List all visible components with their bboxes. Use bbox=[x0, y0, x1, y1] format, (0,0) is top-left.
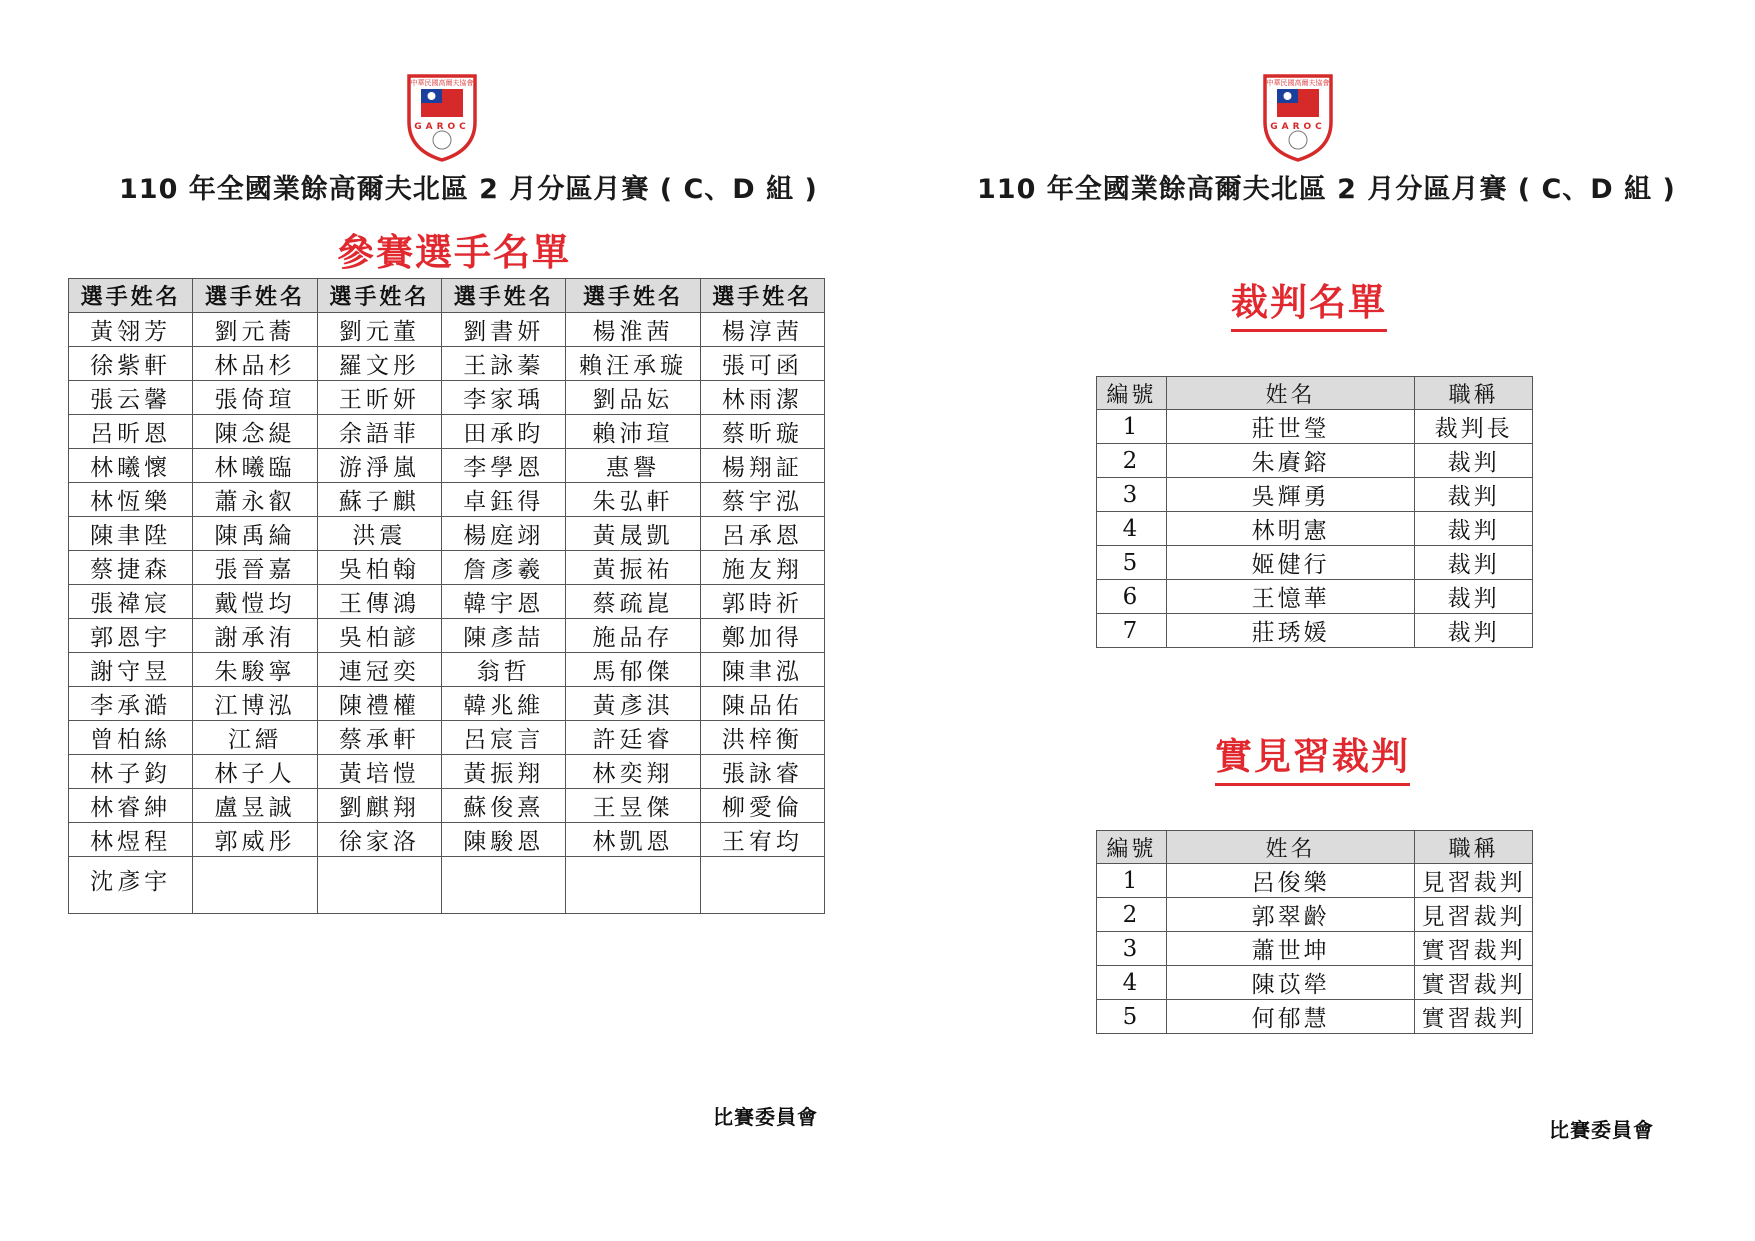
name-cell: 朱賡鎔 bbox=[1166, 444, 1414, 478]
player-name-cell: 曾柏絲 bbox=[69, 721, 193, 755]
number-cell: 2 bbox=[1097, 444, 1167, 478]
role-cell: 裁判 bbox=[1415, 512, 1533, 546]
committee-signature: 比賽委員會 bbox=[1549, 1118, 1654, 1142]
roster-row bbox=[69, 381, 825, 415]
player-name-cell: 賴汪承璇 bbox=[566, 347, 700, 381]
roster-row bbox=[69, 823, 825, 857]
page-title: 110 年全國業餘高爾夫北區 2 月分區月賽 ( C、D 組 ) bbox=[977, 174, 1676, 205]
name-cell: 莊世瑩 bbox=[1166, 410, 1414, 444]
roster-row bbox=[69, 585, 825, 619]
role-cell: 裁判 bbox=[1415, 546, 1533, 580]
player-name-cell: 陳聿泓 bbox=[700, 653, 824, 687]
trainee-heading bbox=[1215, 726, 1410, 780]
player-name-cell: 楊淮茜 bbox=[566, 313, 700, 347]
player-name-cell: 田承昀 bbox=[442, 415, 566, 449]
trainee-referee-table bbox=[1096, 830, 1533, 1034]
player-name-cell: 黃晟凱 bbox=[566, 517, 700, 551]
garoc-emblem-icon bbox=[1261, 72, 1335, 162]
player-name-cell: 呂宸言 bbox=[442, 721, 566, 755]
roster-row bbox=[69, 721, 825, 755]
roster-row bbox=[69, 517, 825, 551]
player-name-cell: 李家瑀 bbox=[442, 381, 566, 415]
player-name-cell: 林雨潔 bbox=[700, 381, 824, 415]
right-page bbox=[880, 0, 1755, 1241]
player-name-cell: 盧昱誠 bbox=[193, 789, 317, 823]
player-name-cell: 陳禮權 bbox=[317, 687, 441, 721]
player-name-cell: 蔡宇泓 bbox=[700, 483, 824, 517]
player-name-cell: 馬郁傑 bbox=[566, 653, 700, 687]
player-name-cell: 劉書妍 bbox=[442, 313, 566, 347]
player-name-cell: 林奕翔 bbox=[566, 755, 700, 789]
name-cell: 呂俊樂 bbox=[1166, 864, 1414, 898]
roster-row bbox=[69, 755, 825, 789]
player-name-cell: 卓鈺得 bbox=[442, 483, 566, 517]
name-header: 姓名 bbox=[1166, 831, 1414, 864]
role-cell: 見習裁判 bbox=[1415, 898, 1533, 932]
number-cell: 1 bbox=[1097, 410, 1167, 444]
player-name-cell: 沈彥宇 bbox=[69, 857, 193, 914]
player-name-cell: 林品杉 bbox=[193, 347, 317, 381]
player-name-cell: 江縉 bbox=[193, 721, 317, 755]
player-name-cell: 王昕妍 bbox=[317, 381, 441, 415]
player-name-cell: 呂昕恩 bbox=[69, 415, 193, 449]
column-header: 選手姓名 bbox=[317, 279, 441, 313]
player-name-cell: 翁哲 bbox=[442, 653, 566, 687]
roster-row bbox=[69, 449, 825, 483]
referee-heading-underline bbox=[1231, 329, 1387, 332]
name-cell: 蕭世坤 bbox=[1166, 932, 1414, 966]
player-name-cell: 詹彥羲 bbox=[442, 551, 566, 585]
role-cell: 實習裁判 bbox=[1415, 966, 1533, 1000]
player-name-cell: 羅文彤 bbox=[317, 347, 441, 381]
player-name-cell: 吳柏翰 bbox=[317, 551, 441, 585]
player-name-cell: 洪梓衡 bbox=[700, 721, 824, 755]
player-name-cell: 林恆樂 bbox=[69, 483, 193, 517]
player-name-cell: 陳念緹 bbox=[193, 415, 317, 449]
column-header: 選手姓名 bbox=[442, 279, 566, 313]
column-header: 選手姓名 bbox=[700, 279, 824, 313]
logo-arc-text: 中華民國高爾夫協會 bbox=[410, 79, 474, 87]
referee-row bbox=[1097, 478, 1533, 512]
player-name-cell: 黃振祐 bbox=[566, 551, 700, 585]
garoc-logo bbox=[405, 72, 479, 162]
player-name-cell bbox=[193, 857, 317, 914]
number-cell: 6 bbox=[1097, 580, 1167, 614]
player-name-cell: 許廷睿 bbox=[566, 721, 700, 755]
player-name-cell: 施品存 bbox=[566, 619, 700, 653]
player-name-cell bbox=[566, 857, 700, 914]
player-name-cell: 張云馨 bbox=[69, 381, 193, 415]
player-name-cell: 郭恩宇 bbox=[69, 619, 193, 653]
trainee-heading-text: 實見習裁判 bbox=[1215, 735, 1410, 778]
player-name-cell: 張可函 bbox=[700, 347, 824, 381]
player-name-cell: 江博泓 bbox=[193, 687, 317, 721]
number-cell: 5 bbox=[1097, 546, 1167, 580]
player-name-cell: 陳禹綸 bbox=[193, 517, 317, 551]
number-header: 編號 bbox=[1097, 377, 1167, 410]
player-name-cell: 鄭加得 bbox=[700, 619, 824, 653]
number-cell: 4 bbox=[1097, 966, 1167, 1000]
player-name-cell: 蘇子麒 bbox=[317, 483, 441, 517]
player-name-cell: 蔡承軒 bbox=[317, 721, 441, 755]
name-cell: 林明憲 bbox=[1166, 512, 1414, 546]
referee-row bbox=[1097, 546, 1533, 580]
name-cell: 陳苡犖 bbox=[1166, 966, 1414, 1000]
referee-header-row bbox=[1097, 377, 1533, 410]
logo-letters: GAROC bbox=[414, 122, 470, 132]
column-header: 選手姓名 bbox=[69, 279, 193, 313]
player-name-cell bbox=[700, 857, 824, 914]
player-name-cell: 游淨嵐 bbox=[317, 449, 441, 483]
logo-letters: GAROC bbox=[1270, 122, 1326, 132]
role-header: 職稱 bbox=[1415, 831, 1533, 864]
player-name-cell: 王昱傑 bbox=[566, 789, 700, 823]
player-name-cell: 黃翎芳 bbox=[69, 313, 193, 347]
referee-row bbox=[1097, 512, 1533, 546]
number-header: 編號 bbox=[1097, 831, 1167, 864]
player-name-cell: 林子鈞 bbox=[69, 755, 193, 789]
player-name-cell: 呂承恩 bbox=[700, 517, 824, 551]
name-cell: 王憶華 bbox=[1166, 580, 1414, 614]
trainee-row bbox=[1097, 864, 1533, 898]
roster-heading bbox=[337, 222, 571, 276]
column-header: 選手姓名 bbox=[193, 279, 317, 313]
player-name-cell: 劉元董 bbox=[317, 313, 441, 347]
player-name-cell: 郭威彤 bbox=[193, 823, 317, 857]
name-cell: 姬健行 bbox=[1166, 546, 1414, 580]
number-cell: 3 bbox=[1097, 932, 1167, 966]
role-cell: 裁判 bbox=[1415, 478, 1533, 512]
roster-row bbox=[69, 619, 825, 653]
name-cell: 莊琇媛 bbox=[1166, 614, 1414, 648]
trainee-body bbox=[1097, 864, 1533, 1034]
player-name-cell: 黃彥淇 bbox=[566, 687, 700, 721]
player-name-cell: 張詠睿 bbox=[700, 755, 824, 789]
player-name-cell: 朱駿寧 bbox=[193, 653, 317, 687]
player-name-cell: 王宥均 bbox=[700, 823, 824, 857]
player-name-cell: 戴愷均 bbox=[193, 585, 317, 619]
player-name-cell: 徐紫軒 bbox=[69, 347, 193, 381]
player-name-cell: 謝守昱 bbox=[69, 653, 193, 687]
roster-heading-text: 參賽選手名單 bbox=[337, 231, 571, 274]
player-name-cell: 王傳鴻 bbox=[317, 585, 441, 619]
player-name-cell: 李學恩 bbox=[442, 449, 566, 483]
player-name-cell: 惠譽 bbox=[566, 449, 700, 483]
player-name-cell: 林煜程 bbox=[69, 823, 193, 857]
player-name-cell: 吳柏諺 bbox=[317, 619, 441, 653]
name-cell: 郭翠齡 bbox=[1166, 898, 1414, 932]
referee-table bbox=[1096, 376, 1533, 648]
garoc-logo bbox=[1261, 72, 1335, 162]
player-name-cell: 劉品妘 bbox=[566, 381, 700, 415]
logo-arc-text: 中華民國高爾夫協會 bbox=[1266, 79, 1330, 87]
roster-row bbox=[69, 313, 825, 347]
player-name-cell: 朱弘軒 bbox=[566, 483, 700, 517]
roster-body bbox=[69, 313, 825, 914]
player-name-cell: 陳品佑 bbox=[700, 687, 824, 721]
role-cell: 實習裁判 bbox=[1415, 1000, 1533, 1034]
roster-row bbox=[69, 415, 825, 449]
role-cell: 裁判 bbox=[1415, 444, 1533, 478]
player-name-cell: 林曦臨 bbox=[193, 449, 317, 483]
role-cell: 見習裁判 bbox=[1415, 864, 1533, 898]
player-name-cell: 林凱恩 bbox=[566, 823, 700, 857]
role-cell: 裁判長 bbox=[1415, 410, 1533, 444]
player-name-cell: 黃振翔 bbox=[442, 755, 566, 789]
roster-row bbox=[69, 687, 825, 721]
page-title: 110 年全國業餘高爾夫北區 2 月分區月賽 ( C、D 組 ) bbox=[119, 174, 818, 205]
roster-header-row bbox=[69, 279, 825, 313]
number-cell: 3 bbox=[1097, 478, 1167, 512]
name-cell: 吳輝勇 bbox=[1166, 478, 1414, 512]
player-name-cell: 王詠蓁 bbox=[442, 347, 566, 381]
name-cell: 何郁慧 bbox=[1166, 1000, 1414, 1034]
player-name-cell: 陳彥喆 bbox=[442, 619, 566, 653]
player-name-cell: 楊庭翊 bbox=[442, 517, 566, 551]
role-cell: 裁判 bbox=[1415, 580, 1533, 614]
roster-row bbox=[69, 857, 825, 914]
player-name-cell: 徐家洛 bbox=[317, 823, 441, 857]
referee-row bbox=[1097, 580, 1533, 614]
player-name-cell: 韓兆維 bbox=[442, 687, 566, 721]
garoc-emblem-icon bbox=[405, 72, 479, 162]
player-name-cell: 張晉嘉 bbox=[193, 551, 317, 585]
player-name-cell: 蔡昕璇 bbox=[700, 415, 824, 449]
player-name-cell: 張褘宸 bbox=[69, 585, 193, 619]
trainee-header-row bbox=[1097, 831, 1533, 864]
roster-row bbox=[69, 789, 825, 823]
number-cell: 2 bbox=[1097, 898, 1167, 932]
roster-row bbox=[69, 347, 825, 381]
number-cell: 5 bbox=[1097, 1000, 1167, 1034]
player-name-cell: 蕭永叡 bbox=[193, 483, 317, 517]
player-name-cell bbox=[442, 857, 566, 914]
role-cell: 實習裁判 bbox=[1415, 932, 1533, 966]
player-roster-table bbox=[68, 278, 825, 914]
trainee-row bbox=[1097, 898, 1533, 932]
player-name-cell: 李承澔 bbox=[69, 687, 193, 721]
column-header: 選手姓名 bbox=[566, 279, 700, 313]
trainee-row bbox=[1097, 966, 1533, 1000]
roster-row bbox=[69, 483, 825, 517]
player-name-cell: 劉麒翔 bbox=[317, 789, 441, 823]
name-header: 姓名 bbox=[1166, 377, 1414, 410]
player-name-cell: 張倚瑄 bbox=[193, 381, 317, 415]
roster-row bbox=[69, 551, 825, 585]
number-cell: 7 bbox=[1097, 614, 1167, 648]
player-name-cell: 黃培愷 bbox=[317, 755, 441, 789]
player-name-cell: 謝承洧 bbox=[193, 619, 317, 653]
referee-heading-text: 裁判名單 bbox=[1231, 281, 1387, 324]
player-name-cell: 楊翔証 bbox=[700, 449, 824, 483]
player-name-cell: 余語菲 bbox=[317, 415, 441, 449]
committee-signature: 比賽委員會 bbox=[713, 1105, 818, 1129]
player-name-cell: 林曦懷 bbox=[69, 449, 193, 483]
player-name-cell: 林子人 bbox=[193, 755, 317, 789]
player-name-cell: 柳愛倫 bbox=[700, 789, 824, 823]
player-name-cell: 劉元蕎 bbox=[193, 313, 317, 347]
roster-row bbox=[69, 653, 825, 687]
player-name-cell: 韓宇恩 bbox=[442, 585, 566, 619]
referee-row bbox=[1097, 410, 1533, 444]
player-name-cell: 洪震 bbox=[317, 517, 441, 551]
player-name-cell: 楊淳茜 bbox=[700, 313, 824, 347]
player-name-cell: 賴沛瑄 bbox=[566, 415, 700, 449]
number-cell: 4 bbox=[1097, 512, 1167, 546]
player-name-cell: 陳駿恩 bbox=[442, 823, 566, 857]
number-cell: 1 bbox=[1097, 864, 1167, 898]
player-name-cell: 連冠奕 bbox=[317, 653, 441, 687]
trainee-row bbox=[1097, 932, 1533, 966]
referee-heading bbox=[1231, 272, 1387, 326]
player-name-cell: 陳聿陞 bbox=[69, 517, 193, 551]
role-header: 職稱 bbox=[1415, 377, 1533, 410]
referee-row bbox=[1097, 444, 1533, 478]
player-name-cell: 蘇俊熹 bbox=[442, 789, 566, 823]
player-name-cell: 林睿紳 bbox=[69, 789, 193, 823]
player-name-cell: 施友翔 bbox=[700, 551, 824, 585]
role-cell: 裁判 bbox=[1415, 614, 1533, 648]
player-name-cell: 郭時祈 bbox=[700, 585, 824, 619]
player-name-cell: 蔡捷森 bbox=[69, 551, 193, 585]
referee-body bbox=[1097, 410, 1533, 648]
referee-row bbox=[1097, 614, 1533, 648]
player-name-cell bbox=[317, 857, 441, 914]
player-name-cell: 蔡疏崑 bbox=[566, 585, 700, 619]
trainee-row bbox=[1097, 1000, 1533, 1034]
trainee-heading-underline bbox=[1215, 783, 1410, 786]
